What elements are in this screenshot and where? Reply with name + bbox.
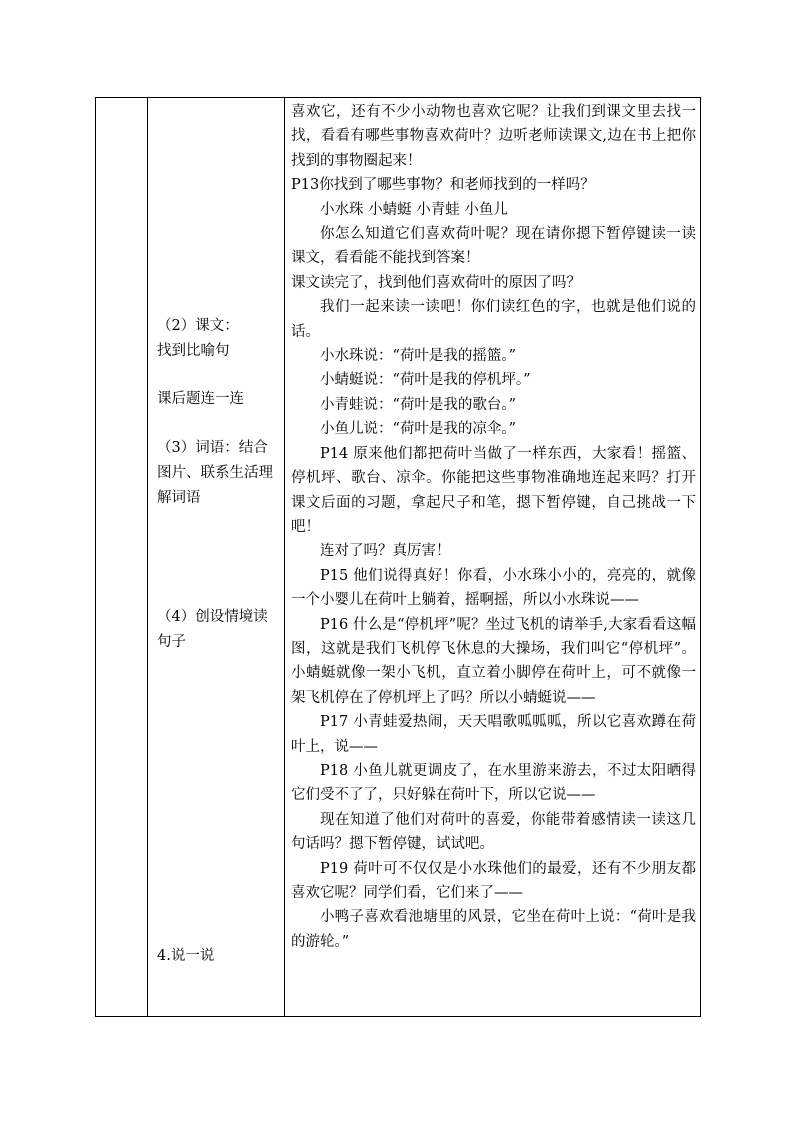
teaching-steps-cell (148, 98, 285, 1017)
step-note-similes: 找到比喻句 (157, 343, 230, 359)
content-paragraph: 我们一起来读一读吧！你们读红色的字，也就是他们说的话。 (291, 299, 696, 340)
step-note-vocabulary: （3）词语：结合图片、联系生活理解词语 (157, 440, 273, 506)
content-paragraph: P14 原来他们都把荷叶当做了一样东西，大家看！摇篮、停机坪、歌台、凉伞。你能把这些事物准确地连起来吗？打开课文后面的习题，拿起尺子和笔，摁下暂停键，自己挑战一下吧！ (291, 445, 696, 535)
content-paragraph: 课文读完了，找到他们喜欢荷叶的原因了吗？ (291, 274, 581, 291)
step-note-exercise: 课后题连一连 (157, 391, 244, 407)
content-paragraph: 小青蛙说：“荷叶是我的歌台。” (320, 396, 517, 413)
content-paragraph: 小鸭子喜欢看池塘里的风景，它坐在荷叶上说：“荷叶是我的游轮。” (291, 909, 696, 950)
content-paragraph: 小水珠 小蜻蜓 小青蛙 小鱼儿 (320, 201, 508, 218)
content-paragraph: 现在知道了他们对荷叶的喜爱，你能带着感情读一读这几句话吗？摁下暂停键，试试吧。 (291, 811, 696, 853)
lesson-plan-table (95, 97, 701, 1017)
content-paragraph: 连对了吗？真厉害！ (320, 543, 451, 560)
step-note-speaking: 4.说一说 (157, 948, 215, 964)
content-paragraph: P19 荷叶可不仅仅是小水珠他们的最爱，还有不少朋友都喜欢它呢？同学们看，它们来了—— (291, 860, 696, 901)
content-paragraph: 小水珠说：“荷叶是我的摇篮。” (320, 348, 517, 365)
content-paragraph: 你怎么知道它们喜欢荷叶呢？现在请你摁下暂停键读一读课文，看看能不能找到答案！ (291, 226, 696, 267)
content-paragraph: P17 小青蛙爱热闹，天天唱歌呱呱呱，所以它喜欢蹲在荷叶上，说—— (291, 714, 696, 755)
teaching-content (285, 98, 700, 954)
content-paragraph: 小蜻蜓说：“荷叶是我的停机坪。” (320, 372, 531, 389)
content-paragraph: P13你找到了哪些事物？和老师找到的一样吗？ (291, 177, 595, 194)
content-paragraph: P18 小鱼儿就更调皮了，在水里游来游去，不过太阳晒得它们受不了了，只好躲在荷叶下，所以它说—— (291, 762, 696, 804)
content-paragraph: 喜欢它，还有不少小动物也喜欢它呢？让我们到课文里去找一找，看看有哪些事物喜欢荷叶？边听老师读课文,边在书上把你找到的事物圈起来！ (291, 104, 696, 169)
empty-first-column-cell (96, 98, 148, 1017)
table-row (96, 98, 701, 1017)
teaching-content-cell (285, 98, 701, 1017)
content-paragraph: P16 什么是“停机坪”呢？坐过飞机的请举手,大家看看这幅图，这就是我们飞机停飞休息的大操场，我们叫它“停机坪”。小蜻蜓就像一架小飞机，直立着小脚停在荷叶上，可不就像一架飞机停在了停机坪上了吗？所以小蜻蜓说—— (291, 616, 696, 706)
step-note-text: （2）课文： (157, 318, 239, 334)
step-note-scenario-reading: （4）创设情境读句子 (157, 609, 268, 650)
content-paragraph: P15 他们说得真好！你看，小水珠小小的，亮亮的，就像一个小婴儿在荷叶上躺着，摇啊摇，所以小水珠说—— (291, 567, 696, 609)
content-paragraph: 小鱼儿说：“荷叶是我的凉伞。” (320, 421, 517, 438)
